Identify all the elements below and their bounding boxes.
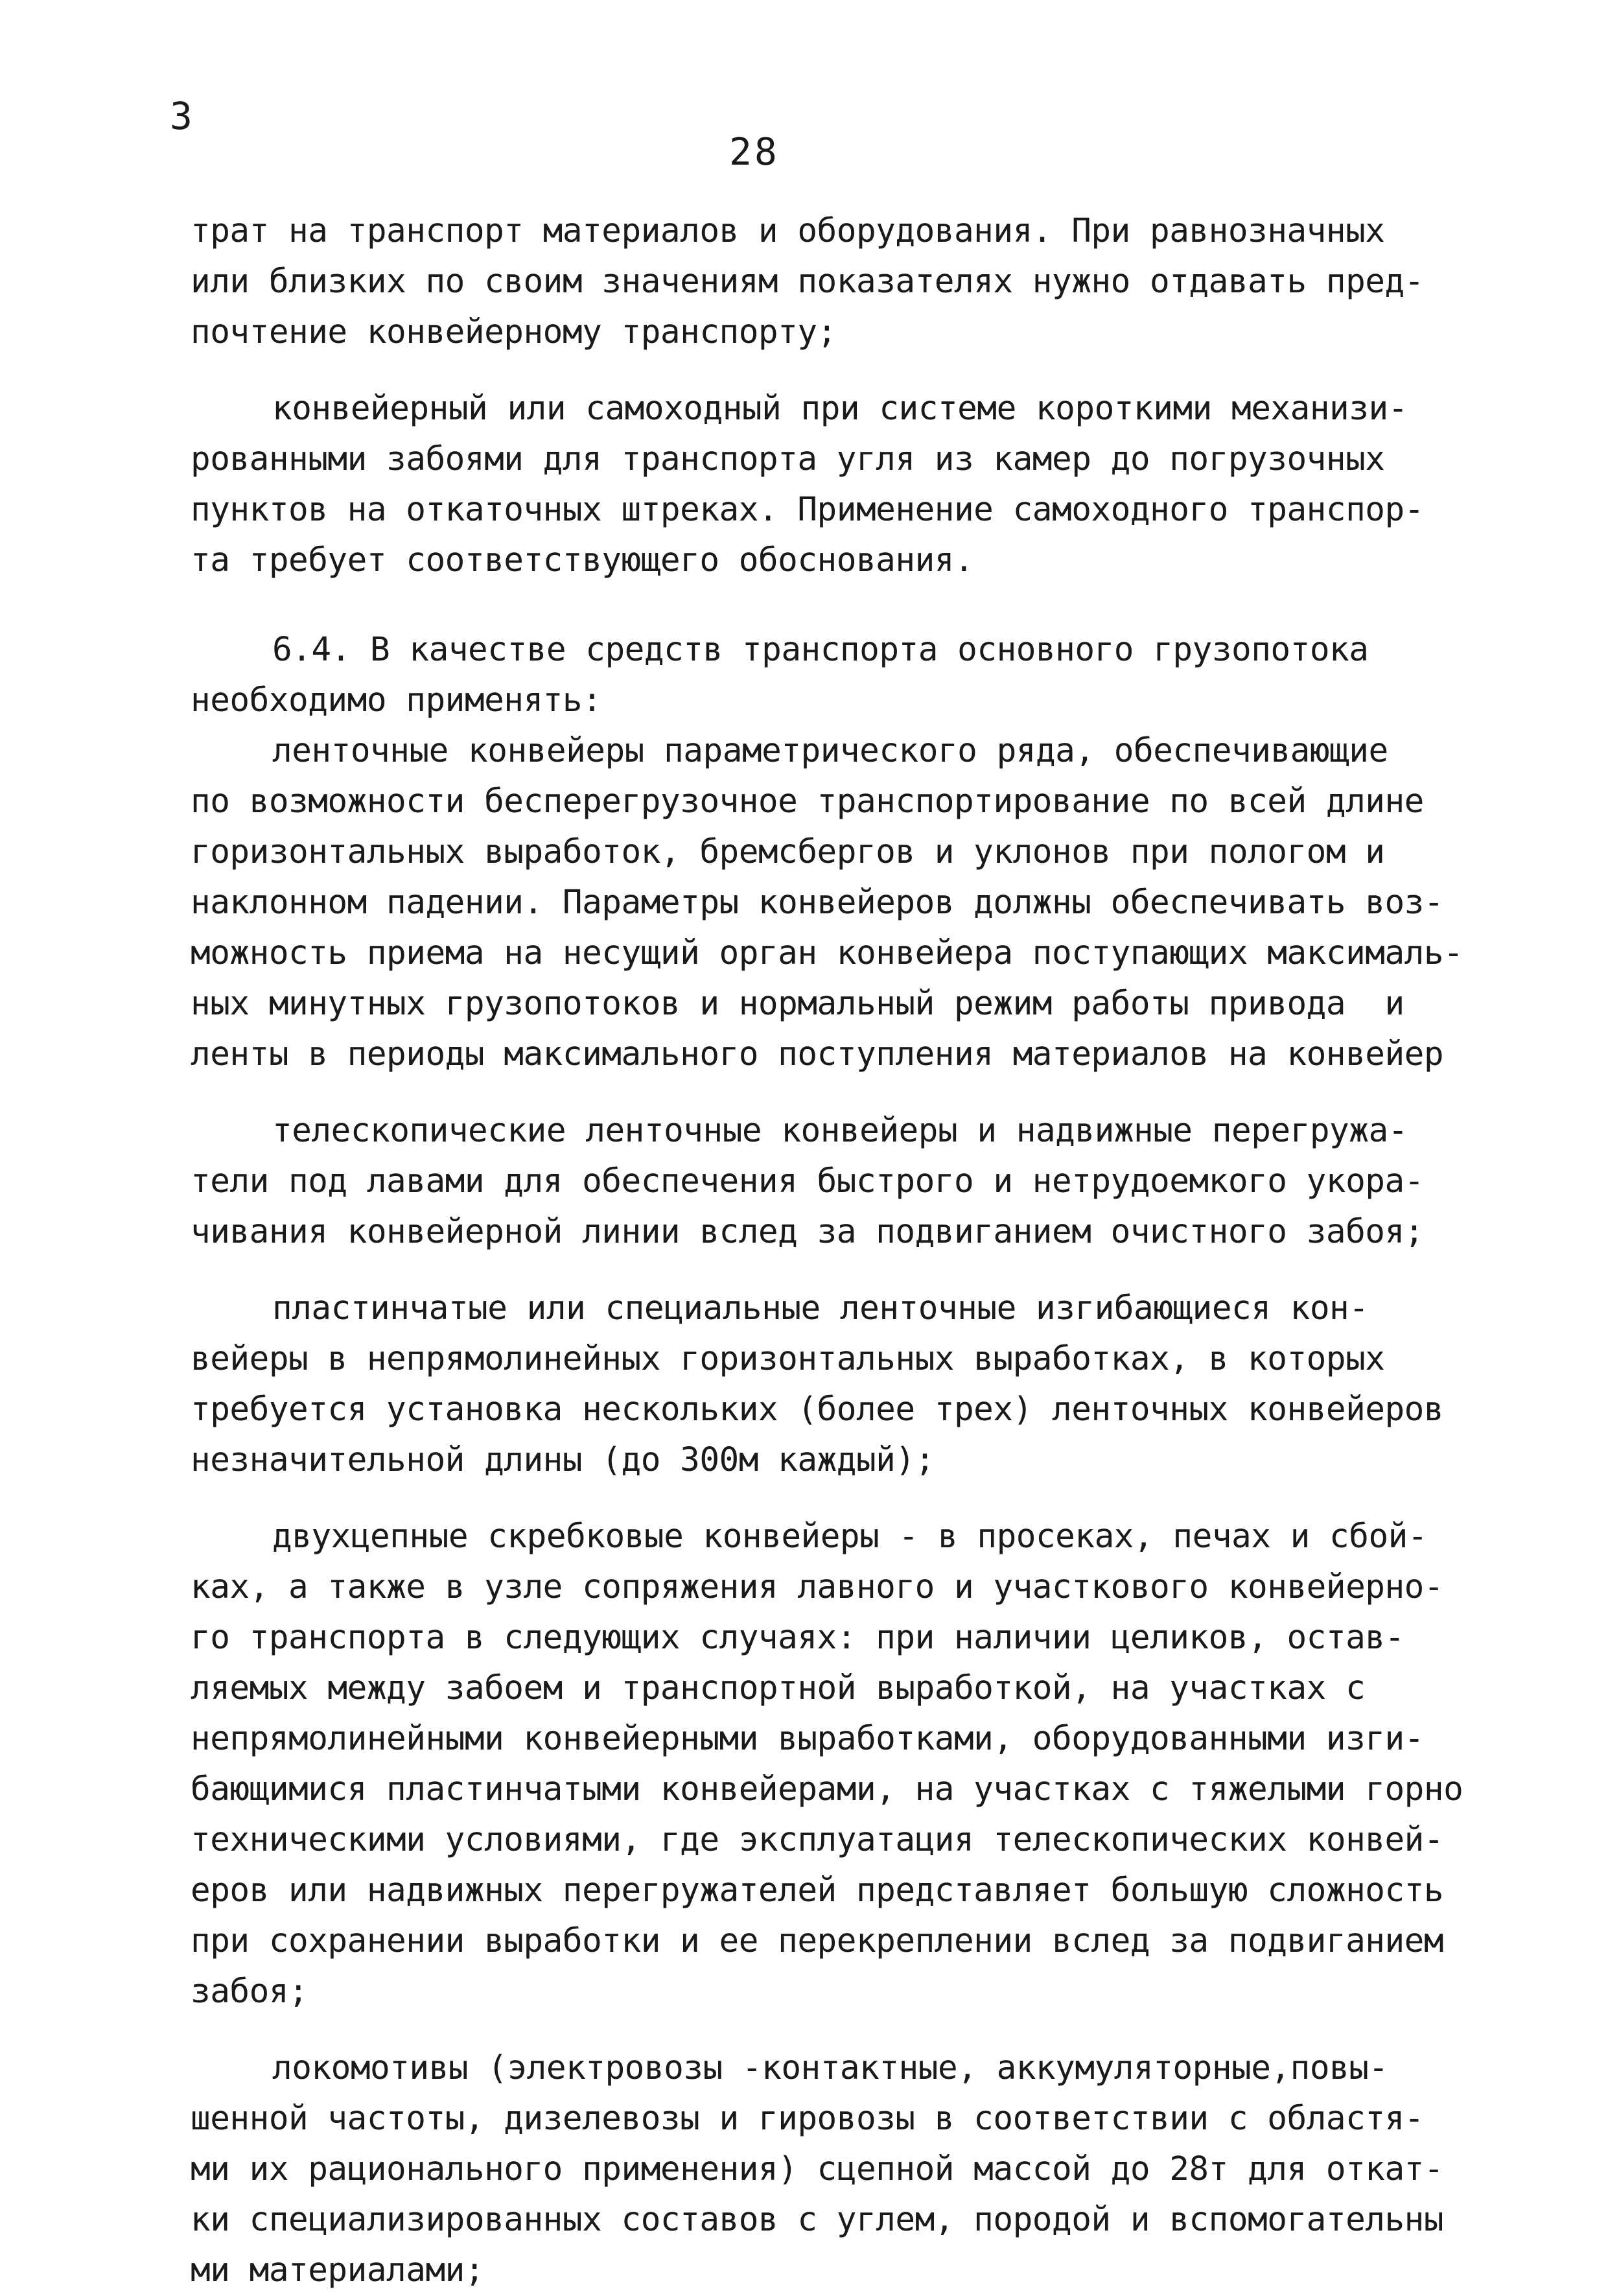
document-body (191, 206, 1480, 2296)
paragraph-scraper-conveyors (191, 1512, 1480, 2017)
text-line: рованными забоями для транспорта угля из камер до погрузочных (191, 440, 1385, 478)
text-line: ленточные конвейеры параметрического ряда, обеспечивающие (272, 732, 1388, 770)
text-line: горизонтальных выработок, бремсбергов и уклонов при пологом и (191, 833, 1385, 871)
text-line: го транспорта в следующих случаях: при наличии целиков, остав- (191, 1619, 1404, 1657)
text-line: непрямолинейными конвейерными выработками, оборудованными изги- (191, 1720, 1424, 1758)
text-line: необходимо применять: (191, 681, 602, 720)
text-line: 6.4. В качестве средств транспорта основного грузопотока (272, 631, 1369, 669)
text-line: бающимися пластинчатыми конвейерами, на участках с тяжелыми горно (191, 1770, 1463, 1809)
paragraph-belt-conveyors (191, 726, 1480, 1080)
text-line: тели под лавами для обеспечения быстрого и нетрудоемкого укора- (191, 1162, 1424, 1201)
text-line: чивания конвейерной линии вслед за подвиганием очистного забоя; (191, 1213, 1424, 1251)
text-line: конвейерный или самоходный при системе короткими механизи- (272, 390, 1408, 428)
text-line: телескопические ленточные конвейеры и надвижные перегружа- (272, 1112, 1408, 1150)
text-line: ляемых между забоем и транспортной выработкой, на участках с (191, 1669, 1366, 1707)
paragraph-telescopic-conveyors (191, 1106, 1480, 1258)
text-line: еров или надвижных перегружателей представляет большую сложность (191, 1871, 1444, 1910)
text-line: техническими условиями, где эксплуатация телескопических конвей- (191, 1821, 1444, 1859)
text-line: пунктов на откаточных штреках. Применение самоходного транспор- (191, 491, 1424, 529)
text-line: трат на транспорт материалов и оборудования. При равнозначных (191, 212, 1385, 250)
text-line: ки специализированных составов с углем, породой и вспомогательны (191, 2201, 1444, 2239)
corner-number: 3 (170, 94, 192, 138)
text-line: наклонном падении. Параметры конвейеров должны обеспечивать воз- (191, 884, 1444, 922)
paragraph-transport-costs (191, 206, 1480, 358)
text-line: забоя; (191, 1973, 309, 2011)
text-line: почтение конвейерному транспорту; (191, 313, 837, 351)
paragraph-plate-conveyors (191, 1283, 1480, 1486)
text-line: вейеры в непрямолинейных горизонтальных выработках, в которых (191, 1340, 1385, 1378)
text-line: незначительной длины (до 300м каждый); (191, 1441, 935, 1479)
text-line: пластинчатые или специальные ленточные изгибающиеся кон- (272, 1289, 1369, 1328)
text-line: ках, а также в узле сопряжения лавного и участкового конвейерно- (191, 1568, 1444, 1606)
text-line: двухцепные скребковые конвейеры - в просеках, печах и сбой- (272, 1517, 1428, 1556)
paragraph-conveyor-self-propelled (191, 384, 1480, 586)
paragraph-locomotives (191, 2043, 1480, 2296)
text-line: можность приема на несущий орган конвейера поступающих максималь- (191, 934, 1463, 972)
page-number: 28 (729, 130, 780, 174)
text-line: ных минутных грузопотоков и нормальный режим работы привода и (191, 985, 1404, 1023)
text-line: требуется установка нескольких (более трех) ленточных конвейеров (191, 1390, 1444, 1429)
text-line: ми материалами; (191, 2251, 485, 2290)
paragraph-section-6-4 (191, 625, 1480, 726)
text-line: по возможности бесперегрузочное транспортирование по всей длине (191, 782, 1424, 821)
text-line: при сохранении выработки и ее перекреплении вслед за подвиганием (191, 1922, 1444, 1960)
text-line: шенной частоты, дизелевозы и гировозы в соответствии с областя- (191, 2100, 1424, 2138)
text-line: локомотивы (электровозы -контактные, аккумуляторные,повы- (272, 2049, 1388, 2087)
text-line: та требует соответствующего обоснования. (191, 541, 974, 580)
text-line: ми их рационального применения) сцепной массой до 28т для откат- (191, 2150, 1444, 2188)
text-line: или близких по своим значениям показателях нужно отдавать пред- (191, 263, 1424, 301)
text-line: ленты в периоды максимального поступления материалов на конвейер (191, 1035, 1444, 1073)
